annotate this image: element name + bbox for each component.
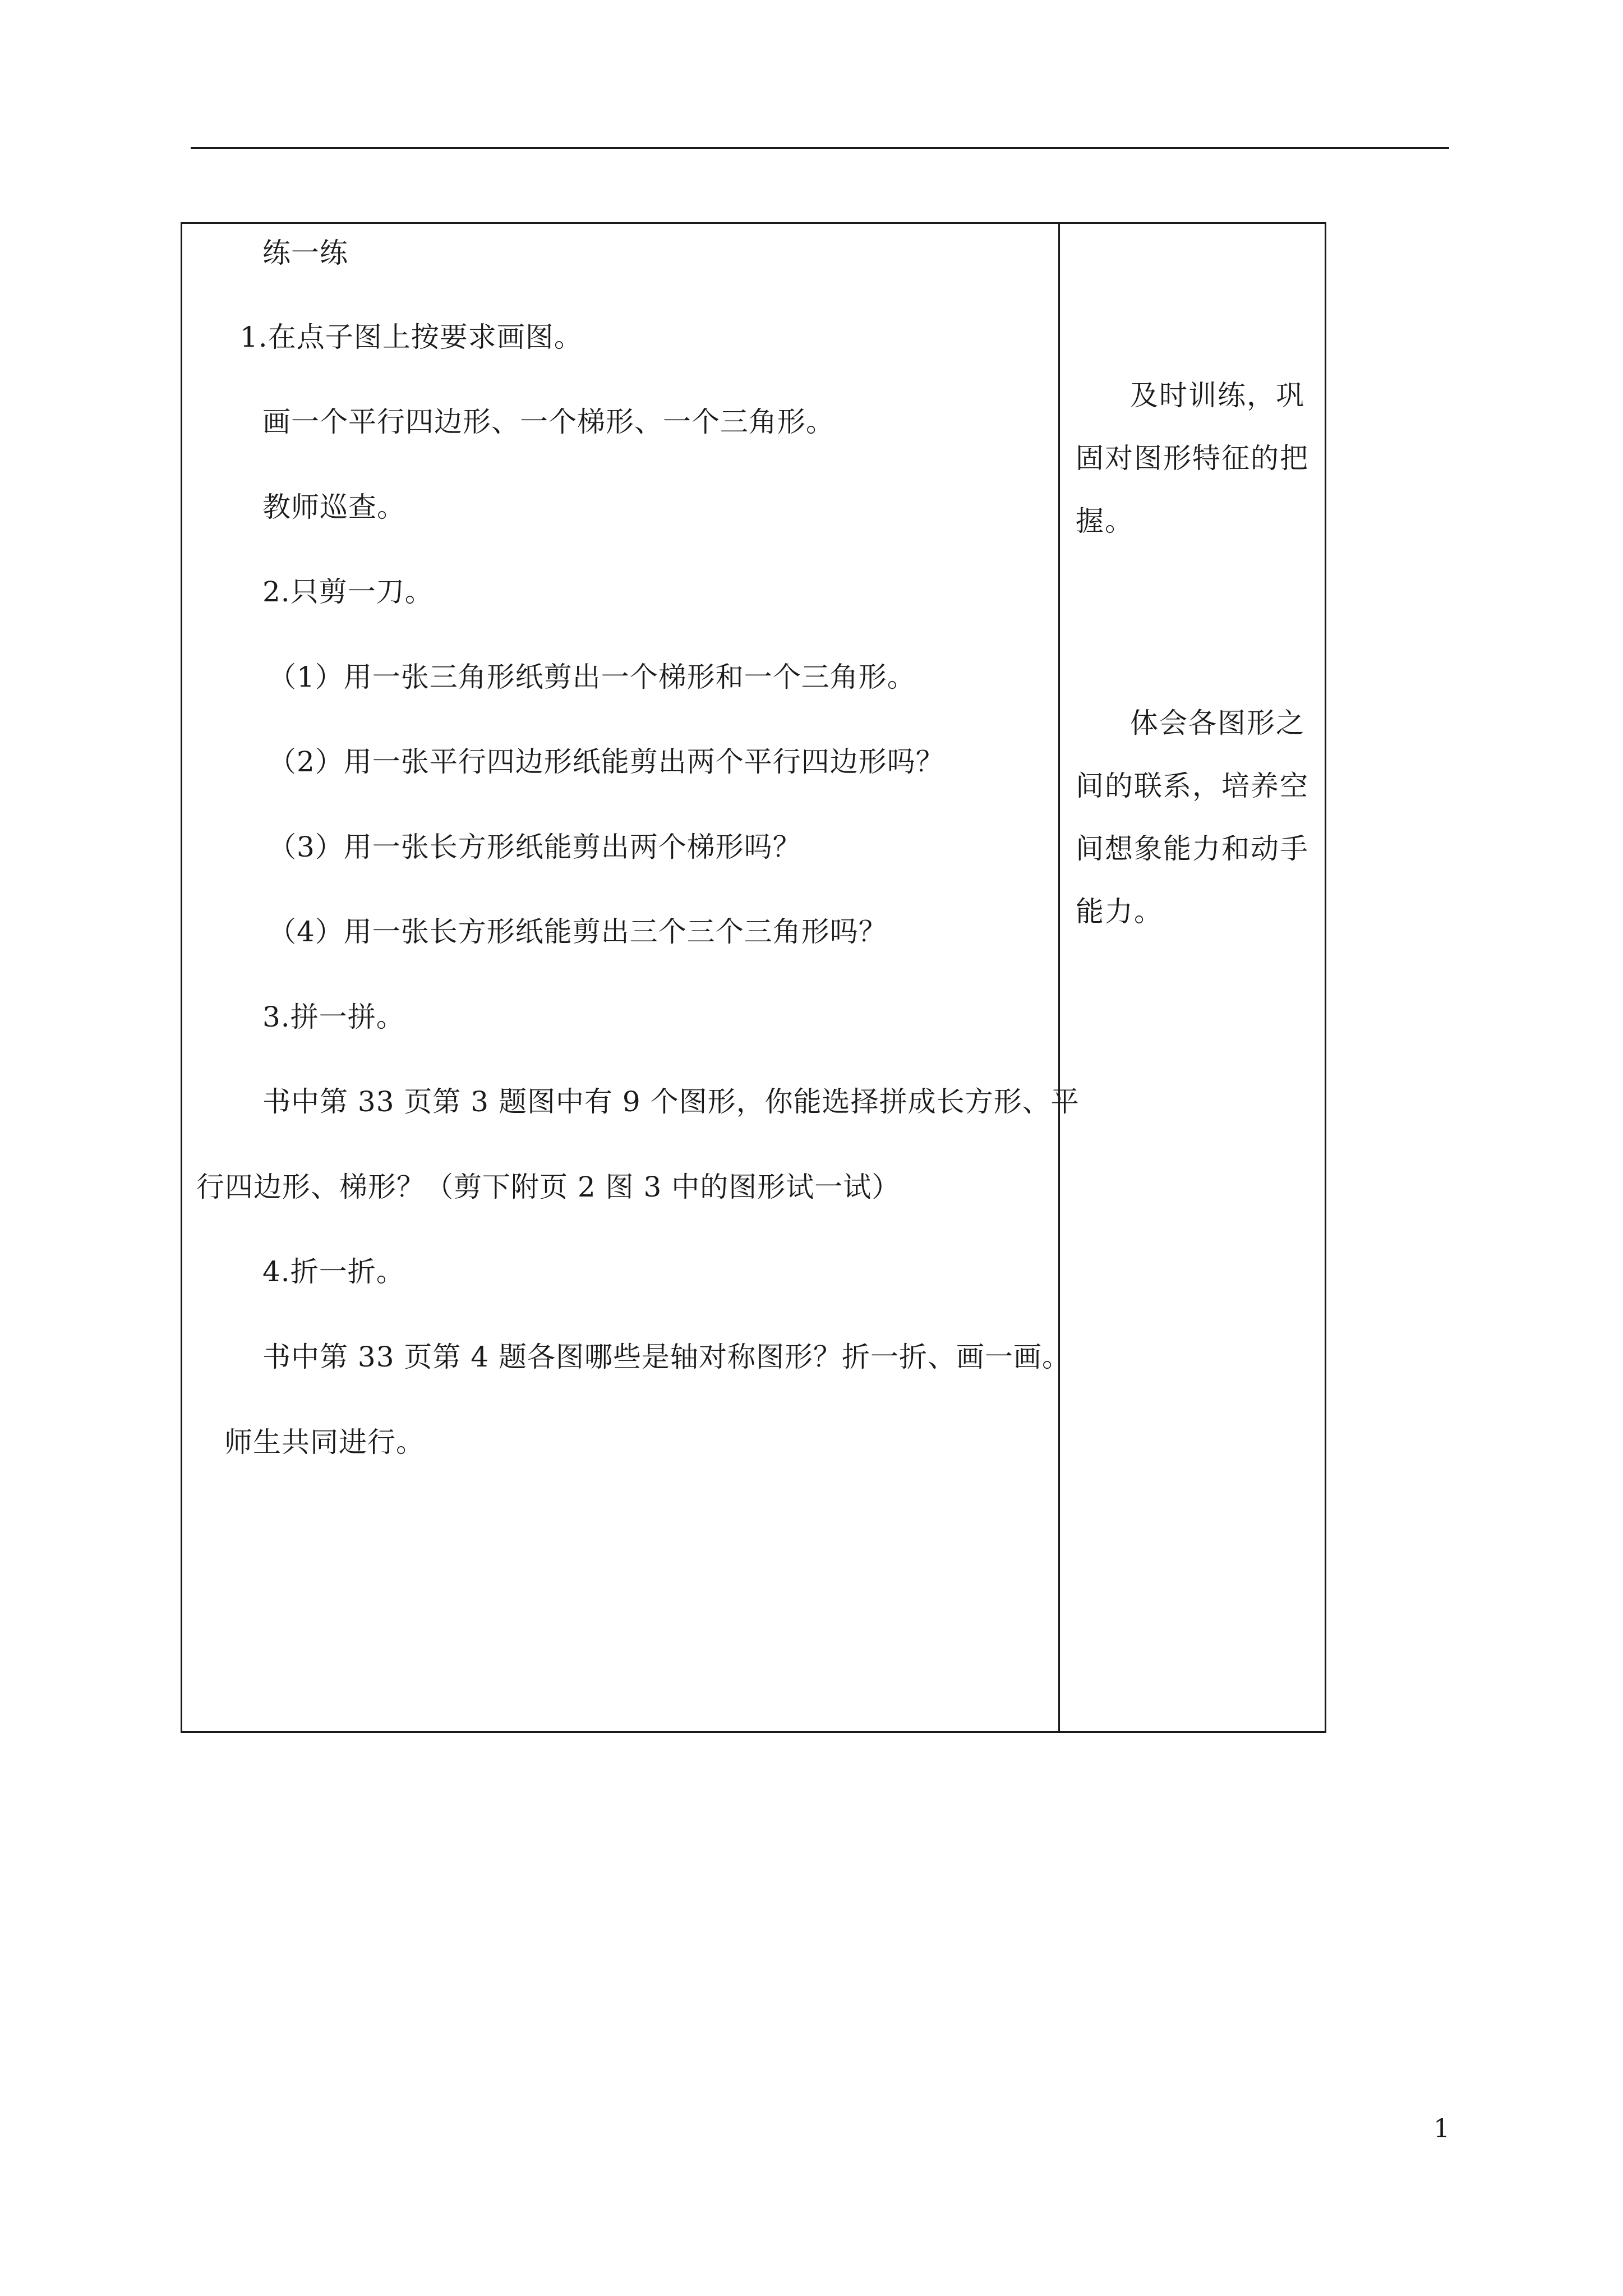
column-divider [1058,224,1060,1731]
item4-line-1: 书中第 33 页第 4 题各图哪些是轴对称图形？折一折、画一画。 [262,1341,1071,1373]
item3-title: 3.拼一拼。 [262,1001,405,1033]
lesson-table [181,222,1326,1733]
item1-task: 画一个平行四边形、一个梯形、一个三角形。 [262,406,834,438]
note1-line-1: 及时训练，巩 [1130,379,1305,412]
note2-line-1: 体会各图形之 [1130,707,1305,739]
item2-question-1: （1）用一张三角形纸剪出一个梯形和一个三角形。 [268,661,916,693]
page-number: 1 [1433,2113,1450,2143]
note2-line-3: 间想象能力和动手 [1076,832,1309,865]
item2-question-2: （2）用一张平行四边形纸能剪出两个平行四边形吗？ [268,746,944,778]
item1-title: 1.在点子图上按要求画图。 [240,321,583,353]
note1-line-2: 固对图形特征的把 [1076,442,1309,475]
item3-line-1: 书中第 33 页第 3 题图中有 9 个图形，你能选择拼成长方形、平 [262,1085,1080,1118]
item2-question-3: （3）用一张长方形纸能剪出两个梯形吗？ [268,831,801,863]
note2-line-4: 能力。 [1076,895,1163,928]
item4-title: 4.折一折。 [262,1255,405,1288]
item1-teacher-note: 教师巡查。 [262,491,405,523]
item3-line-2: 行四边形、梯形？（剪下附页 2 图 3 中的图形试一试） [196,1171,901,1203]
note2-line-2: 间的联系，培养空 [1076,770,1309,802]
exercise-heading: 练一练 [262,237,348,269]
item4-line-2: 师生共同进行。 [224,1426,425,1458]
header-rule [191,147,1449,149]
item2-question-4: （4）用一张长方形纸能剪出三个三个三角形吗？ [268,915,887,948]
item2-title: 2.只剪一刀。 [262,576,434,608]
note1-line-3: 握。 [1076,505,1134,537]
